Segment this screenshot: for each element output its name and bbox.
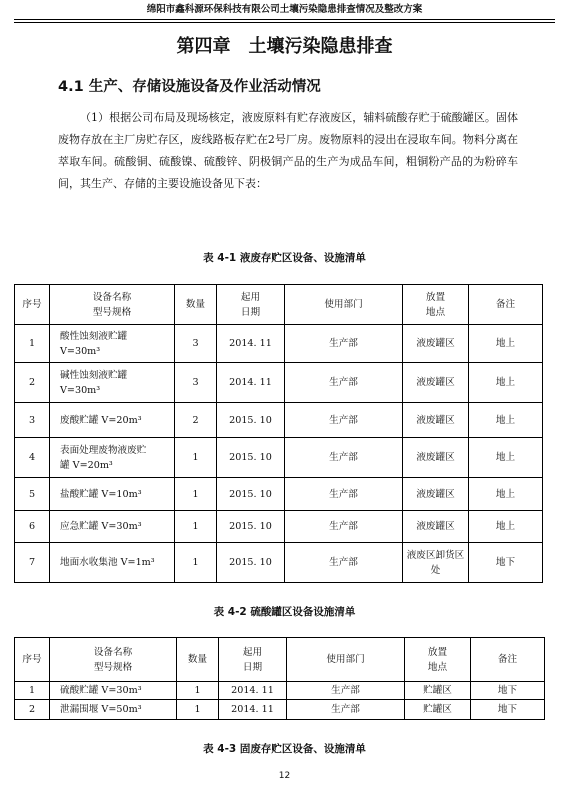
- table3-caption: 表 4-3 固废存贮区设备、设施清单: [203, 743, 366, 755]
- cell-quantity: 1: [175, 478, 217, 511]
- cell-department: 生产部: [287, 700, 405, 720]
- header-equipment-name: 设备名称 型号规格: [50, 638, 177, 682]
- header-location: 放置 地点: [403, 285, 469, 325]
- cell-department: 生产部: [285, 543, 403, 583]
- cell-start-date: 2015. 10: [217, 403, 285, 438]
- cell-quantity: 2: [175, 403, 217, 438]
- header-equipment-name: 设备名称 型号规格: [50, 285, 175, 325]
- cell-location: 贮罐区: [405, 682, 471, 700]
- cell-location: 贮罐区: [405, 700, 471, 720]
- table-row: [15, 511, 543, 543]
- cell-quantity: 1: [175, 511, 217, 543]
- table-row: [15, 325, 543, 363]
- table2-caption: 表 4-2 硫酸罐区设备设施清单: [213, 606, 356, 618]
- cell-quantity: 1: [177, 700, 219, 720]
- cell-equipment-name: 废酸贮罐 V=20m³: [50, 403, 175, 438]
- cell-remark: 地上: [469, 363, 543, 403]
- cell-equipment-name: 地面水收集池 V=1m³: [50, 543, 175, 583]
- cell-seq-number: 2: [15, 363, 50, 403]
- table1-caption: 表 4-1 液废存贮区设备、设施清单: [203, 252, 366, 264]
- table-row: [15, 700, 545, 720]
- cell-seq-number: 1: [15, 325, 50, 363]
- cell-start-date: 2015. 10: [217, 543, 285, 583]
- cell-remark: 地下: [471, 682, 545, 700]
- cell-department: 生产部: [287, 682, 405, 700]
- cell-seq-number: 5: [15, 478, 50, 511]
- cell-start-date: 2014. 11: [219, 682, 287, 700]
- section-title: 4.1 生产、存储设施设备及作业活动情况: [58, 79, 321, 95]
- cell-seq-number: 3: [15, 403, 50, 438]
- cell-remark: 地下: [469, 543, 543, 583]
- cell-remark: 地上: [469, 403, 543, 438]
- page-number: 12: [278, 771, 291, 781]
- header-remark: 备注: [471, 638, 545, 682]
- table-header-row: [15, 285, 543, 325]
- chapter-title: 第四章 土壤污染隐患排查: [176, 36, 393, 57]
- cell-department: 生产部: [285, 438, 403, 478]
- header-start-date: 起用 日期: [217, 285, 285, 325]
- header-remark: 备注: [469, 285, 543, 325]
- cell-location: 液废罐区: [403, 511, 469, 543]
- cell-equipment-name: 盐酸贮罐 V=10m³: [50, 478, 175, 511]
- cell-department: 生产部: [285, 478, 403, 511]
- table-sulfuric-acid-tank: [14, 637, 545, 720]
- cell-start-date: 2015. 10: [217, 438, 285, 478]
- cell-location: 液废罐区: [403, 403, 469, 438]
- cell-equipment-name: 碱性蚀刻液贮罐 V=30m³: [50, 363, 175, 403]
- cell-start-date: 2014. 11: [217, 325, 285, 363]
- cell-location: 液废区卸货区 处: [403, 543, 469, 583]
- table-row: [15, 543, 543, 583]
- table-row: [15, 682, 545, 700]
- cell-equipment-name: 泄漏围堰 V=50m³: [50, 700, 177, 720]
- cell-quantity: 1: [177, 682, 219, 700]
- header-department: 使用部门: [285, 285, 403, 325]
- cell-remark: 地上: [469, 511, 543, 543]
- cell-seq-number: 6: [15, 511, 50, 543]
- cell-quantity: 3: [175, 325, 217, 363]
- header-department: 使用部门: [287, 638, 405, 682]
- table-row: [15, 403, 543, 438]
- cell-seq-number: 7: [15, 543, 50, 583]
- table-row: [15, 478, 543, 511]
- cell-department: 生产部: [285, 363, 403, 403]
- header-location: 放置 地点: [405, 638, 471, 682]
- header-rule-thin: [14, 22, 555, 23]
- cell-remark: 地上: [469, 478, 543, 511]
- cell-remark: 地上: [469, 438, 543, 478]
- cell-seq-number: 2: [15, 700, 50, 720]
- cell-start-date: 2015. 10: [217, 511, 285, 543]
- cell-department: 生产部: [285, 325, 403, 363]
- cell-quantity: 1: [175, 543, 217, 583]
- header-start-date: 起用 日期: [219, 638, 287, 682]
- header-seq-number: 序号: [15, 638, 50, 682]
- table-liquid-waste-storage: [14, 284, 543, 583]
- cell-equipment-name: 硫酸贮罐 V=30m³: [50, 682, 177, 700]
- running-header: 绵阳市鑫科源环保科技有限公司土壤污染隐患排查情况及整改方案: [146, 4, 423, 15]
- cell-start-date: 2014. 11: [219, 700, 287, 720]
- table-row: [15, 363, 543, 403]
- cell-start-date: 2015. 10: [217, 478, 285, 511]
- header-quantity: 数量: [175, 285, 217, 325]
- cell-start-date: 2014. 11: [217, 363, 285, 403]
- table-row: [15, 438, 543, 478]
- cell-equipment-name: 表面处理废物液废贮 罐 V=20m³: [50, 438, 175, 478]
- cell-location: 液废罐区: [403, 438, 469, 478]
- header-rule: [14, 19, 555, 20]
- cell-seq-number: 4: [15, 438, 50, 478]
- cell-location: 液废罐区: [403, 363, 469, 403]
- header-quantity: 数量: [177, 638, 219, 682]
- cell-quantity: 3: [175, 363, 217, 403]
- cell-department: 生产部: [285, 403, 403, 438]
- cell-equipment-name: 应急贮罐 V=30m³: [50, 511, 175, 543]
- header-seq-number: 序号: [15, 285, 50, 325]
- table-header-row: [15, 638, 545, 682]
- cell-remark: 地下: [471, 700, 545, 720]
- cell-equipment-name: 酸性蚀刻液贮罐 V=30m³: [50, 325, 175, 363]
- cell-location: 液废罐区: [403, 325, 469, 363]
- cell-quantity: 1: [175, 438, 217, 478]
- cell-department: 生产部: [285, 511, 403, 543]
- cell-location: 液废罐区: [403, 478, 469, 511]
- cell-remark: 地上: [469, 325, 543, 363]
- body-paragraph: （1）根据公司布局及现场核定，液废原料有贮存液废区，辅料硫酸存贮于硫酸罐区。固体废物存放在主厂房贮存区，废线路板存贮在2号厂房。废物原料的浸出在浸取车间。物料分离在萃取车间。硫酸铜、硫酸镍、硫酸锌、阴极铜产品的生产为成品车间，粗铜粉产品的为粉碎车间，其生产、存储的主要设施设备见下表：: [58, 111, 518, 190]
- cell-seq-number: 1: [15, 682, 50, 700]
